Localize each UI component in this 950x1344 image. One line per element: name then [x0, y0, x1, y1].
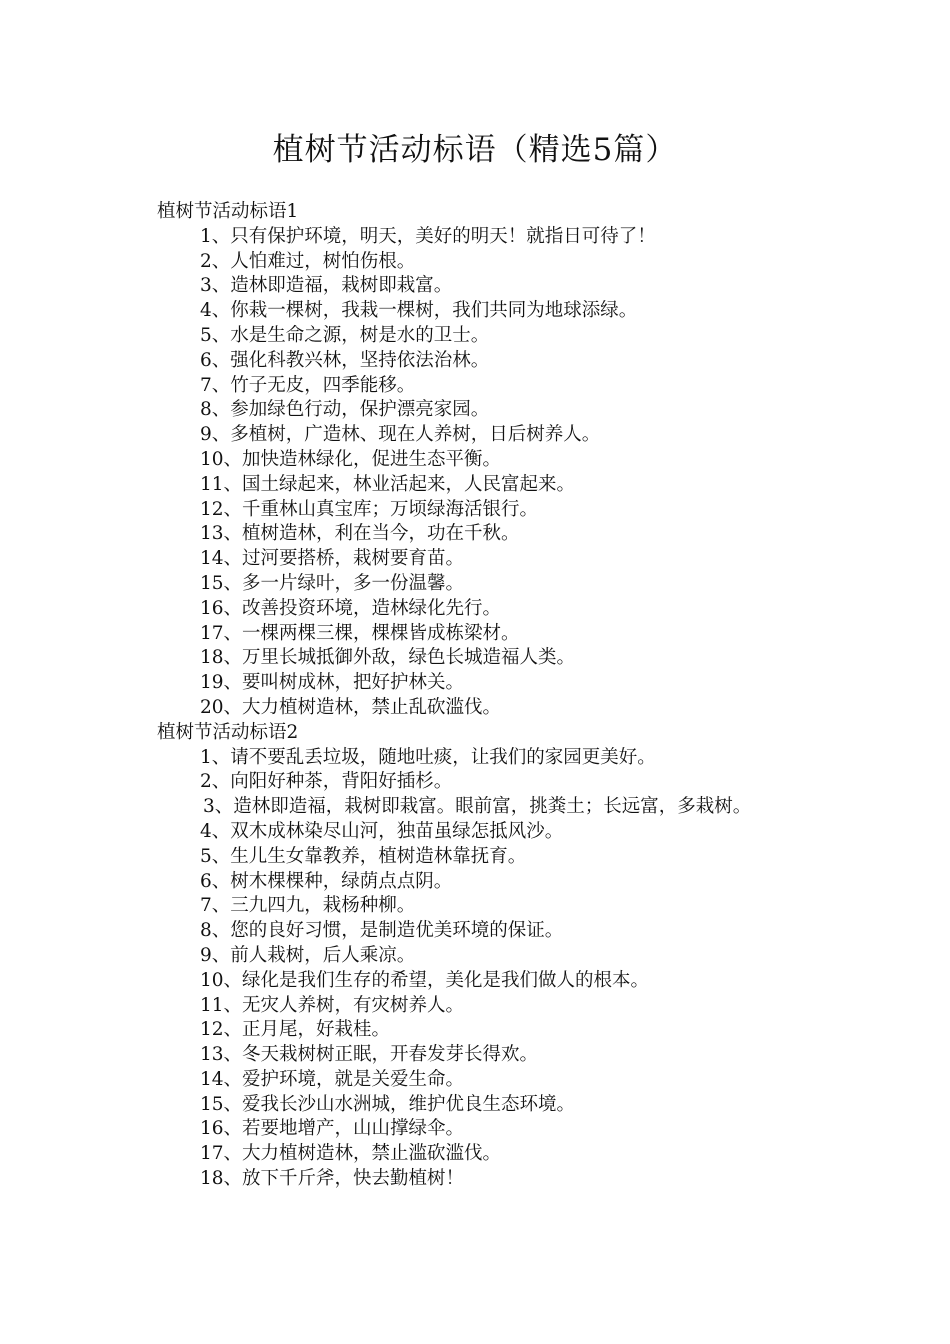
slogan-item: 15、多一片绿叶，多一份温馨。 — [200, 572, 465, 594]
slogan-item: 5、水是生命之源，树是水的卫士。 — [200, 324, 490, 346]
slogan-item: 18、放下千斤斧，快去勤植树！ — [200, 1168, 465, 1190]
document-title: 植树节活动标语（精选5篇） — [272, 132, 678, 168]
slogan-item: 8、参加绿色行动，保护漂亮家园。 — [200, 399, 490, 421]
slogan-item: 1、请不要乱丢垃圾，随地吐痰，让我们的家园更美好。 — [200, 746, 656, 768]
slogan-item: 16、若要地增产，山山撑绿伞。 — [200, 1118, 465, 1140]
slogan-item: 1、只有保护环境，明天，美好的明天！就指日可待了！ — [200, 225, 656, 247]
slogan-item: 13、冬天栽树树正眠，开春发芽长得欢。 — [200, 1044, 539, 1066]
slogan-item: 11、无灾人养树，有灾树养人。 — [200, 994, 465, 1016]
slogan-item: 7、三九四九，栽杨种柳。 — [200, 895, 416, 917]
slogan-item: 9、多植树，广造林、现在人养树，日后树养人。 — [200, 424, 601, 446]
section-heading: 植树节活动标语2 — [157, 721, 299, 743]
slogan-item: 6、树木棵棵种，绿荫点点阴。 — [200, 870, 453, 892]
slogan-item: 2、向阳好种茶，背阳好插杉。 — [200, 771, 453, 793]
slogan-item: 18、万里长城抵御外敌，绿色长城造福人类。 — [200, 647, 576, 669]
slogan-item: 10、加快造林绿化，促进生态平衡。 — [200, 448, 502, 470]
slogan-item: 17、一棵两棵三棵，棵棵皆成栋梁材。 — [200, 622, 520, 644]
slogan-item: 15、爱我长沙山水洲城，维护优良生态环境。 — [200, 1093, 576, 1115]
section-2 — [145, 721, 815, 1192]
slogan-item: 4、双木成林染尽山河，独苗虽绿怎抵风沙。 — [200, 820, 564, 842]
section-1 — [145, 200, 815, 721]
slogan-item: 13、植树造林，利在当今，功在千秋。 — [200, 523, 520, 545]
slogan-item: 11、国土绿起来，林业活起来，人民富起来。 — [200, 473, 576, 495]
slogan-item: 17、大力植树造林，禁止滥砍滥伐。 — [200, 1143, 502, 1165]
slogan-item: 14、过河要搭桥，栽树要育苗。 — [200, 548, 465, 570]
slogan-item: 10、绿化是我们生存的希望，美化是我们做人的根本。 — [200, 969, 650, 991]
slogan-item: 19、要叫树成林，把好护林关。 — [200, 672, 465, 694]
slogan-item: 8、您的良好习惯，是制造优美环境的保证。 — [200, 920, 564, 942]
slogan-item: 6、强化科教兴林，坚持依法治林。 — [200, 349, 490, 371]
slogan-item: 12、千重林山真宝库；万顷绿海活银行。 — [200, 498, 539, 520]
slogan-item: 3、造林即造福，栽树即栽富。 — [200, 275, 453, 297]
slogan-item: 20、大力植树造林，禁止乱砍滥伐。 — [200, 696, 502, 718]
slogan-item: 5、生儿生女靠教养，植树造林靠抚育。 — [200, 845, 527, 867]
slogan-item: 2、人怕难过，树怕伤根。 — [200, 250, 416, 272]
slogan-item: 12、正月尾，好栽桂。 — [200, 1019, 391, 1041]
slogan-item: 9、前人栽树，后人乘凉。 — [200, 944, 416, 966]
slogan-item: 14、爱护环境，就是关爱生命。 — [200, 1068, 465, 1090]
section-heading: 植树节活动标语1 — [157, 201, 299, 222]
document-body — [145, 200, 815, 1192]
slogan-item: 7、竹子无皮，四季能移。 — [200, 374, 416, 396]
slogan-item: 16、改善投资环境，造林绿化先行。 — [200, 597, 502, 619]
slogan-item: 4、你栽一棵树，我栽一棵树，我们共同为地球添绿。 — [200, 300, 638, 322]
slogan-item: 3、造林即造福，栽树即栽富。眼前富，挑粪土；长远富，多栽树。 — [203, 796, 752, 818]
